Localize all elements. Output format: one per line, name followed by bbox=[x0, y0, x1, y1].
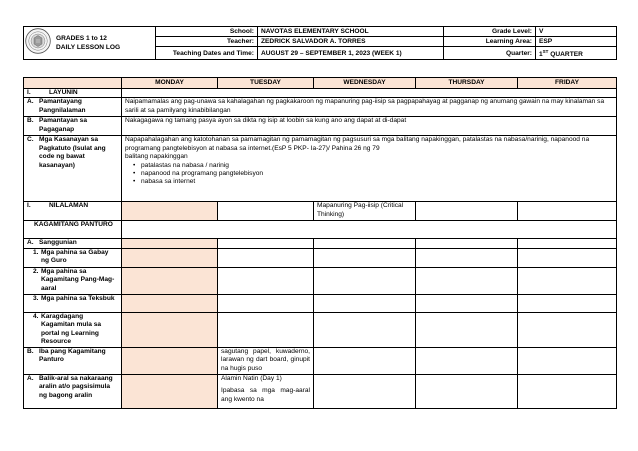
balik-aral-key: A. bbox=[27, 374, 34, 382]
nilalaman-row bbox=[24, 202, 617, 221]
kasanayan-subtext: balitang napakinggan bbox=[125, 153, 188, 161]
teaching-dates-label: Teaching Dates and Time: bbox=[156, 47, 258, 60]
lesson-table bbox=[23, 77, 617, 409]
layunin-row bbox=[24, 89, 617, 98]
school-value: NAVOTAS ELEMENTARY SCHOOL bbox=[258, 27, 444, 37]
day-wednesday: WEDNESDAY bbox=[314, 78, 416, 89]
learning-area-label: Learning Area: bbox=[444, 37, 536, 47]
ref-label: Mga pahina sa Kagamitang Pang-Mag-aaral bbox=[41, 267, 115, 292]
learning-area-value: ESP bbox=[536, 37, 617, 47]
item-a-key: A. bbox=[27, 98, 34, 106]
layunin-num: I. bbox=[27, 89, 31, 96]
nilalaman-wednesday: Mapanuring Pag-iisip (Critical Thinking) bbox=[314, 202, 416, 221]
alamin-natin-line: Alamin Natin (Day 1) bbox=[221, 374, 282, 382]
kasanayan-row bbox=[24, 136, 617, 202]
grade-level-value: V bbox=[536, 27, 617, 37]
sanggunian-key: A. bbox=[27, 239, 34, 247]
corner-cell bbox=[24, 78, 122, 89]
header-table bbox=[23, 26, 617, 60]
ref-num: 1. bbox=[33, 248, 39, 256]
bullet-item: • nabasa sa internet bbox=[141, 178, 613, 186]
bullet-item: • patalastas na nabasa / narinig bbox=[141, 162, 613, 170]
ref-row-3 bbox=[24, 294, 617, 312]
lesson-log-line: DAILY LESSON LOG bbox=[56, 44, 121, 51]
grades-line: GRADES 1 to 12 bbox=[56, 35, 107, 42]
ipabasa-line: Ipabasa sa mga mag-aaral ang kwento na bbox=[221, 387, 310, 403]
pamantayang-label: Pamantayang Pangnilalaman bbox=[39, 98, 86, 114]
kagamitang-row bbox=[24, 221, 617, 239]
sanggunian-label: Sanggunian bbox=[39, 239, 77, 247]
pagaganap-label: Pamantayan sa Pagaganap bbox=[39, 117, 88, 133]
item-c-key: C. bbox=[27, 136, 34, 144]
kagamitang-label: KAGAMITANG PANTURO bbox=[24, 221, 122, 239]
pamantayang-row bbox=[24, 98, 617, 117]
balik-aral-row bbox=[24, 374, 617, 408]
ref-row-1 bbox=[24, 248, 617, 267]
iba-pang-tuesday: sagutang papel, kuwaderno, larawan ng dart board, ginupit na hugis puso bbox=[218, 347, 314, 374]
layunin-label: LAYUNIN bbox=[49, 89, 78, 96]
pagaganap-row bbox=[24, 117, 617, 136]
day-friday: FRIDAY bbox=[518, 78, 617, 89]
iba-pang-label: Iba pang Kagamitang Panturo bbox=[39, 347, 106, 364]
teacher-value: ZEDRICK SALVADOR A. TORRES bbox=[258, 37, 444, 47]
ref-label: Mga pahina sa Teksbuk bbox=[41, 294, 115, 302]
ref-row-2 bbox=[24, 267, 617, 294]
quarter-value bbox=[536, 47, 617, 60]
school-label: School: bbox=[156, 27, 258, 37]
quarter-label: Quarter: bbox=[444, 47, 536, 60]
teaching-dates-value: AUGUST 29 – SEPTEMBER 1, 2023 (WEEK 1) bbox=[258, 47, 444, 60]
iba-pang-row bbox=[24, 347, 617, 374]
bullet-item: • napanood na programang pangtelebisyon bbox=[141, 170, 613, 178]
nilalaman-num: I. bbox=[27, 202, 31, 210]
ref-row-4 bbox=[24, 312, 617, 347]
quarter-suffix: ST bbox=[542, 49, 549, 54]
kasanayan-cell bbox=[122, 136, 617, 202]
ref-label: Mga pahina sa Gabay ng Guro bbox=[41, 248, 109, 265]
item-b-key: B. bbox=[27, 117, 34, 125]
pamantayang-text: Naipamamalas ang pag-unawa sa kahalagahan ng pagkakaroon ng mapanuring pag-iisip sa pagpapahayag at pagganap ng anumang gawain na may kinalaman sa sarili at sa pamilyang kinabibilangan bbox=[122, 98, 617, 117]
kasanayan-text: Napapahalagahan ang katotohanan sa pamamagitan ng pamamagitan ng pagsusuri sa mga balitang napakinggan, patalastas na nabasa/narinig, napanood na programang pangtelebisyon at nabasa sa internet.(EsP 5 PKP- Ia-27)/ Pahina 26 ng 79 bbox=[125, 136, 590, 152]
ref-num: 2. bbox=[33, 267, 39, 275]
quarter-number: 1 bbox=[539, 51, 543, 59]
quarter-word: QUARTER bbox=[550, 51, 583, 59]
ref-num: 4. bbox=[33, 312, 39, 320]
kasanayan-label: Mga Kasanayan sa Pagkatuto (Isulat ang code ng bawat kasanayan) bbox=[39, 136, 106, 169]
kasanayan-bullets bbox=[125, 162, 613, 187]
day-thursday: THURSDAY bbox=[416, 78, 518, 89]
iba-pang-key: B. bbox=[27, 347, 34, 355]
nilalaman-label: NILALAMAN bbox=[49, 202, 89, 210]
ref-num: 3. bbox=[33, 294, 39, 302]
grade-level-label: Grade Level: bbox=[444, 27, 536, 37]
day-monday: MONDAY bbox=[122, 78, 218, 89]
ref-label: Karagdagang Kagamitan mula sa portal ng Learning Resource bbox=[41, 312, 102, 346]
sanggunian-row bbox=[24, 239, 617, 248]
teacher-label: Teacher: bbox=[156, 37, 258, 47]
logo-cell bbox=[24, 27, 156, 60]
day-header-row bbox=[24, 78, 617, 89]
day-tuesday: TUESDAY bbox=[218, 78, 314, 89]
balik-aral-label: Balik-aral sa nakaraang aralin at/o pagsisimula ng bagong aralin bbox=[39, 374, 113, 399]
balik-aral-tuesday bbox=[218, 374, 314, 408]
pagaganap-text: Nakagagawa ng tamang pasya ayon sa dikta ng isip at loobin sa kung ano ang dapat at di-dapat bbox=[122, 117, 617, 136]
